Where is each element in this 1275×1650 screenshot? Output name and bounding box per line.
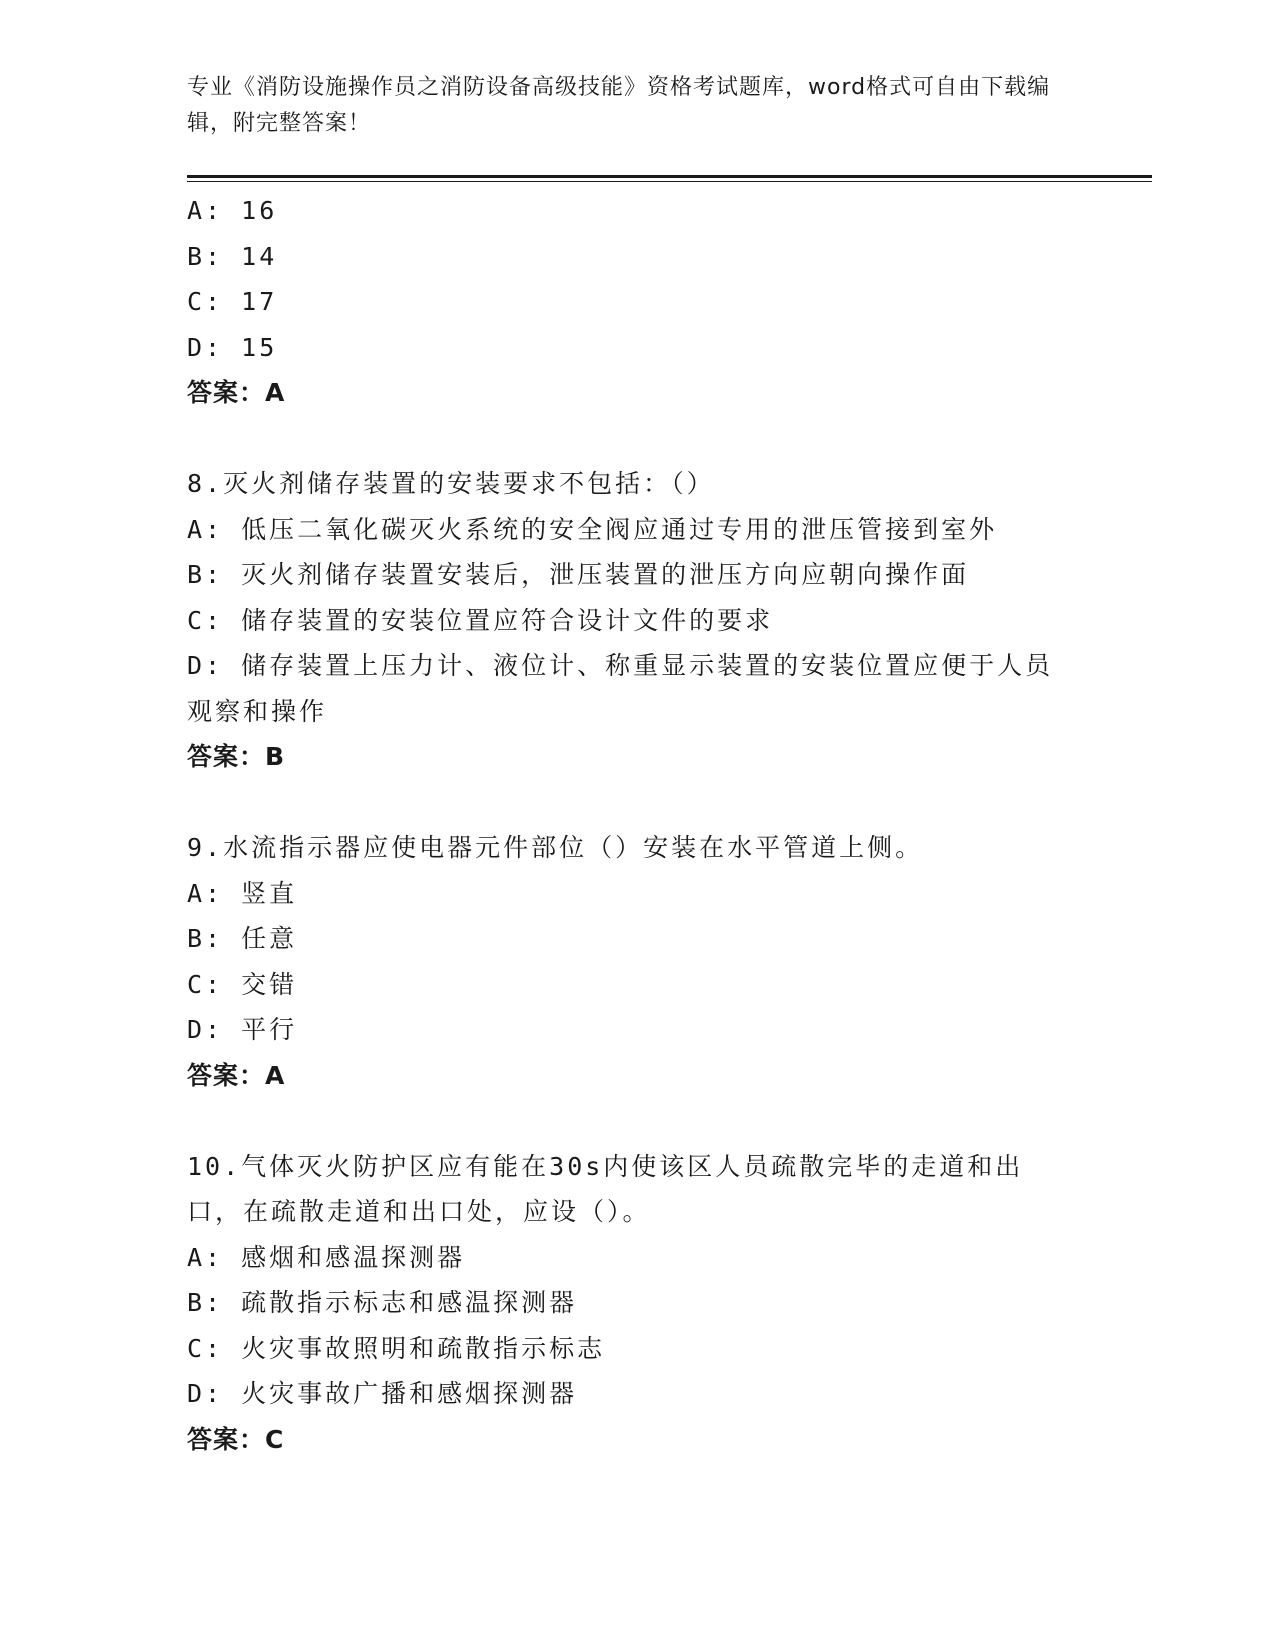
option-b: B: 任意 [187,924,298,953]
option-d: D: 火灾事故广播和感烟探测器 [187,1379,578,1408]
answer: 答案：A [187,378,286,407]
question-stem: 9.水流指示器应使电器元件部位（）安装在水平管道上侧。 [187,833,924,862]
answer: 答案：B [187,742,286,771]
spacer [187,1098,1067,1144]
answer: 答案：A [187,1060,286,1090]
spacer [187,780,1067,826]
question-list [187,188,1067,1462]
header-rule-thin [187,181,1152,182]
option-d: D: 平行 [187,1015,298,1044]
option-c: C: 17 [187,287,278,316]
question-continued [187,188,1067,416]
question-8 [187,461,1067,780]
option-d: D: 储存装置上压力计、液位计、称重显示装置的安装位置应便于人员观察和操作 [187,651,1054,726]
question-stem: 8.灭火剂储存装置的安装要求不包括：（） [187,469,715,498]
option-b: B: 疏散指示标志和感温探测器 [187,1288,578,1317]
option-a: A: 竖直 [187,878,298,908]
answer: 答案：C [187,1424,285,1454]
option-d: D: 15 [187,332,278,362]
header-rule-thick [187,175,1152,178]
option-c: C: 储存装置的安装位置应符合设计文件的要求 [187,605,774,635]
option-b: B: 14 [187,241,278,271]
option-c: C: 火灾事故照明和疏散指示标志 [187,1333,606,1363]
page-header: 专业《消防设施操作员之消防设备高级技能》资格考试题库，word格式可自由下载编辑，附完整答案！ [187,75,1051,136]
option-a: A: 感烟和感温探测器 [187,1242,466,1272]
option-a: A: 16 [187,196,278,225]
spacer [187,416,1067,462]
question-stem: 10.气体灭火防护区应有能在30s内使该区人员疏散完毕的走道和出口，在疏散走道和出口处，应设（）。 [187,1151,1024,1226]
option-a: A: 低压二氧化碳灭火系统的安全阀应通过专用的泄压管接到室外 [187,514,998,544]
question-10 [187,1144,1067,1463]
option-c: C: 交错 [187,969,298,999]
question-9 [187,825,1067,1098]
option-b: B: 灭火剂储存装置安装后，泄压装置的泄压方向应朝向操作面 [187,560,970,589]
